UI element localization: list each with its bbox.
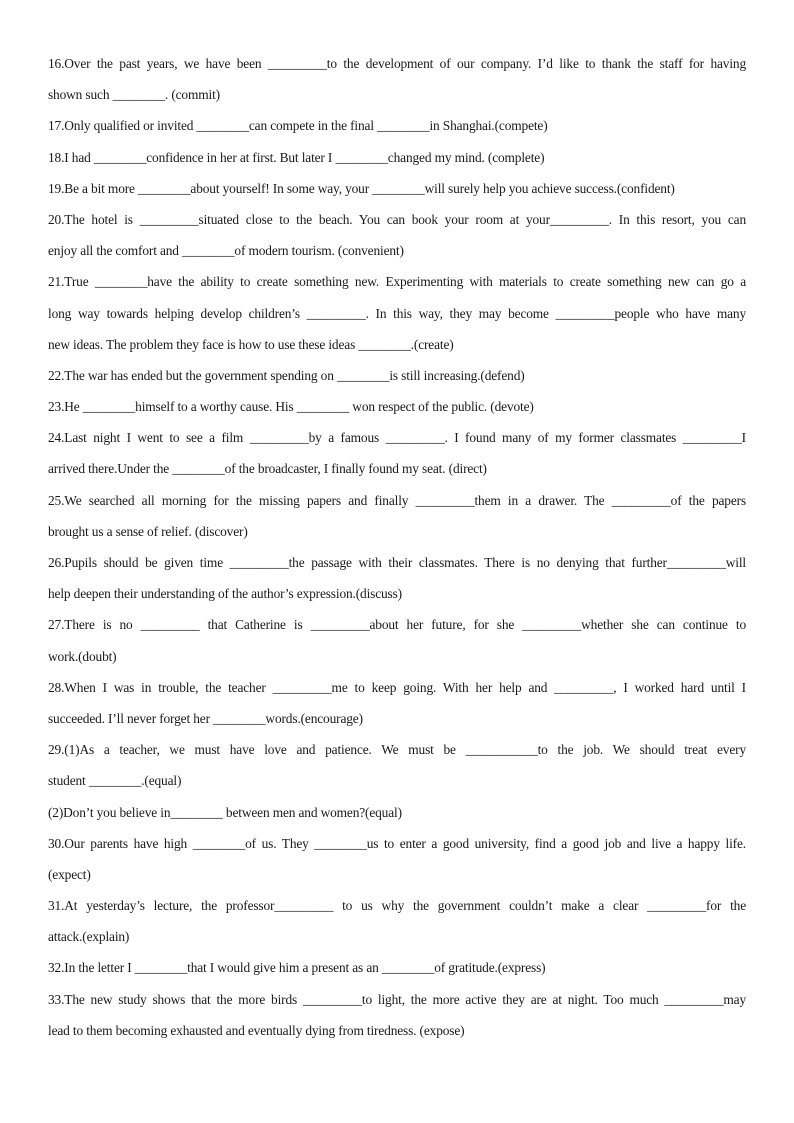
q18-line: 18.I had ________confidence in her at first. But later I ________changed my mind. (complete)	[48, 149, 545, 165]
q23-line: 23.He ________himself to a worthy cause. His ________ won respect of the public. (devote)	[48, 399, 534, 415]
worksheet-page	[48, 48, 746, 1046]
q26-line-1: 26.Pupils should be given time _________the passage with their classmates. There is no denying that further_________will	[48, 555, 746, 570]
q31-line-2: attack.(explain)	[48, 929, 130, 945]
q27-line-1: 27.There is no _________ that Catherine is _________about her future, for she _________whether she can continue to	[48, 617, 746, 633]
q24-line-2: arrived there.Under the ________of the broadcaster, I finally found my seat. (direct)	[48, 461, 487, 477]
q24-line-1: 24.Last night I went to see a film _________by a famous _________. I found many of my former classmates _________I	[48, 430, 746, 446]
q31-line-1: 31.At yesterday’s lecture, the professor_________ to us why the government couldn’t make a clear _________for the	[48, 898, 746, 914]
q16-line-1: 16.Over the past years, we have been _________to the development of our company. I’d like to thank the staff for having	[48, 56, 746, 71]
q28-line-1: 28.When I was in trouble, the teacher _________me to keep going. With her help and _________, I worked hard until I	[48, 679, 746, 695]
q30-line-1: 30.Our parents have high ________of us. They ________us to enter a good university, find a good job and live a happy life.	[48, 835, 746, 851]
q25-line-1: 25.We searched all morning for the missing papers and finally _________them in a drawer. The _________of the papers	[48, 492, 746, 508]
q29-line-1: 29.(1)As a teacher, we must have love and patience. We must be ___________to the job. We should treat every	[48, 742, 746, 758]
q33-line-1: 33.The new study shows that the more birds _________to light, the more active they are at night. Too much _________may	[48, 991, 746, 1007]
q26-line-2: help deepen their understanding of the author’s expression.(discuss)	[48, 586, 402, 602]
q19-line: 19.Be a bit more ________about yourself! In some way, your ________will surely help you achieve success.(confident)	[48, 180, 675, 196]
q30-line-2: (expect)	[48, 866, 91, 882]
q27-line-2: work.(doubt)	[48, 648, 117, 664]
q32-line: 32.In the letter I ________that I would give him a present as an ________of gratitude.(express)	[48, 960, 546, 976]
q29-line-2: student ________.(equal)	[48, 773, 182, 789]
q25-line-2: brought us a sense of relief. (discover)	[48, 523, 248, 539]
q20-line-1: 20.The hotel is _________situated close to the beach. You can book your room at your_________. In this resort, you can	[48, 211, 746, 227]
q28-line-2: succeeded. I’ll never forget her ________words.(encourage)	[48, 710, 363, 726]
q16-line-2: shown such ________. (commit)	[48, 87, 220, 103]
q21-line-2: long way towards helping develop children’s _________. In this way, they may become _________people who have many	[48, 305, 746, 321]
q20-line-2: enjoy all the comfort and ________of modern tourism. (convenient)	[48, 243, 404, 259]
q21-line-1: 21.True ________have the ability to create something new. Experimenting with materials to create something new can go a	[48, 274, 746, 290]
q33-line-2: lead to them becoming exhausted and eventually dying from tiredness. (expose)	[48, 1022, 465, 1038]
q17-line: 17.Only qualified or invited ________can compete in the final ________in Shanghai.(compete)	[48, 118, 548, 134]
q29-2-line: (2)Don’t you believe in________ between men and women?(equal)	[48, 804, 402, 820]
q21-line-3: new ideas. The problem they face is how to use these ideas ________.(create)	[48, 336, 454, 352]
q22-line: 22.The war has ended but the government spending on ________is still increasing.(defend)	[48, 367, 525, 383]
